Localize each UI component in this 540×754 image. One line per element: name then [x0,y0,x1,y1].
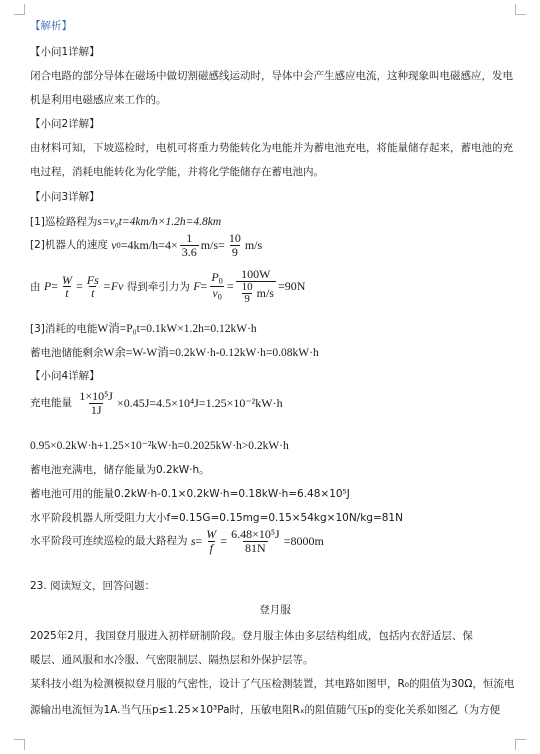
result: =90N [277,279,306,294]
fraction [236,268,276,306]
denominator: t [65,286,69,301]
q3-step3 [30,320,257,336]
numerator: 100W [241,267,271,281]
energy-equation [75,390,282,416]
numerator: 6.48×10⁵J [231,527,280,541]
fraction [85,274,101,300]
page-corner-mark [14,739,25,750]
fraction [180,232,199,258]
equation-part: =Fv [102,279,124,294]
force-equation: F = $\frac{P_0}{v_0}$ = 100W $\frac{10}{9}$ m/s =90N [193,267,306,306]
symbol: F [193,279,201,294]
denominator: 9 [244,293,250,306]
q4-heading: 【小问4详解】 [30,370,100,382]
symbol: v [212,286,218,301]
q4-line6 [30,528,324,554]
step-label: [3]消耗的电能 [30,323,98,335]
step-label: 由 [30,280,41,293]
unit: m/s [256,286,274,301]
article-text-line: 2025年2月，我国登月服进入初样研制阶段。登月服主体由多层结构组成，包括内衣舒适层、保 [30,630,473,642]
equation-part: ×0.45J=4.5×10⁴J=1.25×10⁻²kW·h [116,395,283,410]
numerator: Fs [86,272,99,287]
q2-text-line: 电过程，消耗电能转化为化学能，并将化学能储存在蓄电池内。 [30,166,324,178]
equation: W消=P₀t=0.1kW×1.2h=0.12kW·h [97,323,257,335]
denominator: 81N [245,540,266,555]
fraction [60,274,74,300]
equation: W余=W-W消=0.2kW·h-0.12kW·h=0.08kW·h [103,347,319,359]
equation: s=v₀t=4km/h×1.2h=4.8km [97,216,222,228]
q3-step1 [30,214,221,229]
power-equation: P = $\frac{W}{t}$ = $\frac{Fs}{t}$ =Fv [43,272,124,301]
result: =8000m [283,533,324,548]
question-23-intro: 23. 阅读短文，回答问题： [30,580,156,592]
fraction [229,528,282,554]
article-text-line: 源输出电流恒为1A.当气压p≤1.25×10³Pa时，压敏电阻Rₓ的阻值随气压p的变化关系如图乙（为方便 [30,704,501,716]
equation-part: m/s [244,237,263,252]
distance-equation: s = $\frac{W}{f}$ = $\frac{\text{6.48×10⁵J}}{81N}$ =8000m [190,527,324,555]
step-label: [2]机器人的速度 [30,239,108,252]
fraction [204,528,218,554]
page-corner-mark [515,4,526,15]
q2-text-line: 由材料可知，下坡巡检时，电机可将重力势能转化为电能并为蓄电池充电，将能量储存起来，蓄电池的充 [30,142,513,154]
denominator [236,281,276,306]
numerator: W [61,272,72,287]
symbol: P [211,270,219,285]
q1-text-line: 闭合电路的部分导体在磁场中做切割磁感线运动时，导体中会产生感应电流，这种现象叫电磁感应，发电 [30,70,513,82]
symbol: s [190,533,196,548]
page-corner-mark [14,4,25,15]
q3-step2b [30,268,305,306]
symbol: P [43,279,52,294]
q3-heading: 【小问3详解】 [30,191,100,203]
numerator: 10 [241,280,253,293]
article-text-line: 某科技小组为检测模拟登月服的气密性，设计了气压检测装置，其电路如图甲，R₀的阻值为30Ω，恒流电 [30,678,515,690]
step-text: 得到牵引力为 [126,280,190,293]
fraction: $\frac{P_0}{v_0}$ [211,270,223,302]
analysis-label: 【解析】 [30,20,72,32]
step-label: 蓄电池储能剩余 [30,347,104,359]
q4-line4: 蓄电池可用的能量0.2kW·h-0.1×0.2kW·h=0.18kW·h=6.48×10⁵J [30,488,350,500]
symbol: v [111,237,117,252]
denominator: 1J [90,402,102,417]
q4-line3: 蓄电池充满电，储存能量为0.2kW·h。 [30,464,210,476]
q4-line1 [30,390,283,416]
equation-part: m/s= [200,237,225,252]
page-corner-mark [515,739,526,750]
denominator: 3.6 [181,244,197,259]
denominator: 9 [231,244,238,259]
q3-step2 [30,232,262,258]
velocity-equation: v 0 =4km/h=4× $\frac{1}{3.6}$ m/s= $\frac{10}{9}$ m/s [111,231,263,259]
q1-heading: 【小问1详解】 [30,46,100,58]
denominator: t [91,286,95,301]
q3-step4 [30,344,319,360]
step-label: 水平阶段可连续巡检的最大路程为 [30,535,188,548]
denominator: f [209,540,213,555]
article-text-line: 暖层、通风服和水冷服、气密限制层、隔热层和外保护层等。 [30,654,314,666]
numerator: 1×10⁵J [79,389,113,403]
q4-line5: 水平阶段机器人所受阻力大小f=0.15G=0.15mg=0.15×54kg×10N/kg=81N [30,512,403,524]
numerator: 1 [186,231,193,245]
fraction [77,390,115,416]
q2-heading: 【小问2详解】 [30,118,100,130]
numerator: 10 [228,231,241,245]
step-label: [1]巡检路程为 [30,216,98,228]
q1-text-line: 机是利用电磁感应来工作的。 [30,94,167,106]
numerator: W [206,527,217,541]
q4-line2: 0.95×0.2kW·h+1.25×10⁻²kW·h=0.2025kW·h>0.2kW·h [30,440,289,452]
step-label: 充电能量 [30,397,72,410]
article-title: 登月服 [259,604,291,616]
equation-part: =4km/h=4× [120,237,178,252]
fraction [227,232,243,258]
